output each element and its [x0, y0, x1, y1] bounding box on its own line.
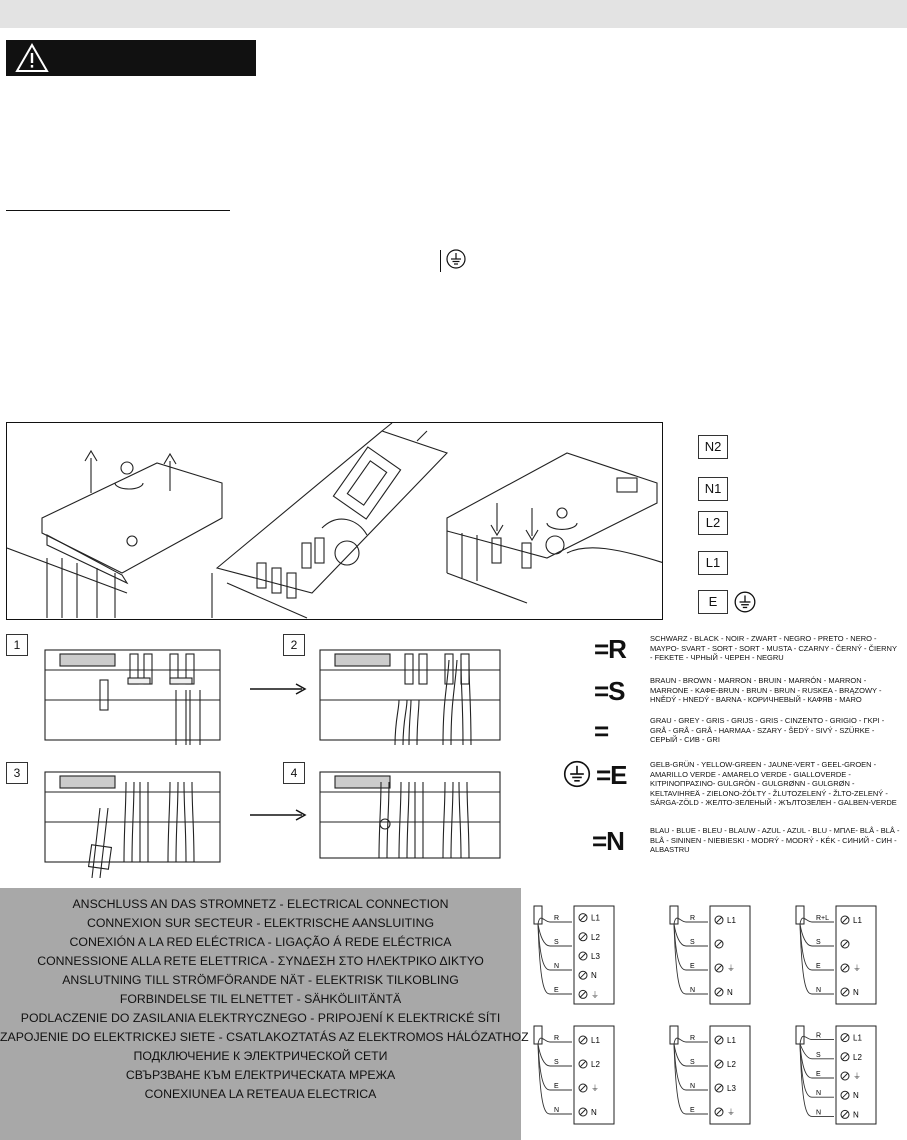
wiring-diagram: [670, 906, 750, 1004]
terminal-label: N: [853, 1110, 859, 1120]
terminal-label: L3: [727, 1084, 736, 1093]
terminal-label-l2: L2: [698, 511, 728, 535]
wire-symbol-e: =E: [596, 760, 627, 790]
wiring-diagram: [796, 906, 876, 1004]
terminal-label: N: [591, 971, 597, 981]
wire-line: [674, 924, 708, 994]
wire-label: E: [816, 1071, 821, 1078]
warning-banner: [6, 40, 256, 76]
terminal-label: L1: [853, 916, 862, 925]
connection-title-line: CONNESSIONE ALLA RETE ELETTRICA - ΣΥΝΔΕΣΗ ΣΤΟ ΗΛΕΚΤΡΙΚΟ ΔΙΚΤΥΟ: [37, 954, 484, 968]
wiring-diagram: [534, 1026, 614, 1124]
connection-title-line: CONEXIUNEA LA RETEAUA ELECTRICA: [144, 1087, 377, 1101]
step-4-figure: [315, 768, 505, 863]
wire-label: S: [816, 1051, 821, 1059]
wire-label: R: [816, 1032, 822, 1040]
wire-label: S: [816, 939, 821, 946]
step-3-figure: [40, 768, 225, 886]
terminal-label-n2: N2: [698, 435, 728, 459]
arrow-right-icon: [248, 682, 308, 696]
terminal-label-n1: N1: [698, 477, 728, 501]
wire-label: E: [554, 1083, 559, 1090]
wire-symbol-r: =R: [594, 634, 626, 664]
section-underline: [6, 210, 230, 211]
step-2-figure: [315, 640, 505, 745]
step-number-4: 4: [283, 762, 305, 784]
terminal-label: L1: [591, 1036, 600, 1045]
wire-label: N: [690, 987, 696, 994]
terminal-label: N: [727, 988, 733, 997]
earth-wire-icon: [562, 759, 592, 789]
wire-colour-e-text: GELB-GRÜN - YELLOW-GREEN - JAUNE-VERT - GEEL-GROEN - AMARILLO VERDE - AMARELO VERDE - GIALLOVERDE - ΚΙΤΡΙΝΟΠΡΑΣΙΝΟ- GULGRÖN - GULGRØNN - GULGRØN - KELTAVIHREÄ - ZIELONO-ŻÓŁTY - ŽLUTOZELENÝ - ŽLTO-ZELENÝ - SÁRGA-ZÖLD - ЖЕЛТО-ЗЕЛЕНЫЙ - ЖЪЛТОЗЕЛЕН - GALBEN-VERDE: [650, 760, 897, 807]
step-number-2: 2: [283, 634, 305, 656]
terminal-label: L2: [591, 1060, 600, 1069]
terminal-label: N: [853, 988, 859, 997]
terminal-label: L1: [727, 1036, 736, 1045]
wire-label: S: [554, 939, 559, 946]
wire-line: [538, 1044, 572, 1114]
terminal-label-e: E: [698, 590, 728, 614]
step-1-figure: [40, 640, 225, 745]
wiring-diagram: [670, 1026, 750, 1124]
wire-label: N: [816, 1090, 822, 1098]
wire-symbol-n: =N: [592, 826, 624, 856]
step-number-1: 1: [6, 634, 28, 656]
header-bar: [0, 0, 907, 28]
wire-label: R: [554, 915, 560, 922]
wire-label: R+L: [816, 915, 830, 922]
arrow-right-icon: [248, 808, 308, 822]
wire-label: N: [690, 1083, 696, 1090]
wire-label: N: [554, 1107, 560, 1114]
terminal-label: L3: [591, 952, 600, 961]
wire-label: R: [690, 915, 696, 922]
earth-terminal-icon: [733, 590, 757, 614]
terminal-label: N: [853, 1091, 859, 1101]
terminal-label: ⏚: [853, 1072, 861, 1081]
wire-line: [800, 924, 834, 994]
wire-label: E: [816, 963, 821, 970]
connection-title-line: FORBINDELSE TIL ELNETTET - SÄHKÖLIITÄNTÄ: [119, 992, 402, 1006]
terminal-label: N: [591, 1108, 597, 1117]
wire-label: E: [690, 1107, 695, 1114]
wire-symbol-s: =S: [594, 676, 625, 706]
step-number-3: 3: [6, 762, 28, 784]
wire-label: S: [690, 939, 695, 946]
terminal-label: ⏚: [853, 964, 861, 973]
connection-title-line: СВЪРЗВАНЕ КЪМ ЕЛЕКТРИЧЕСКАТА МРЕЖА: [125, 1068, 396, 1082]
earth-symbol-icon: [445, 248, 467, 270]
separator-line: [440, 250, 441, 272]
wiring-diagram: [534, 906, 614, 1004]
wire-colour-n-text: BLAU - BLUE - BLEU - BLAUW - AZUL - AZUL - BLU - ΜΠΛΕ- BLÅ - BLÅ - BLÅ - SININEN - NIEBIESKI - MODRÝ - MODRÝ - KÉK - СИНИЙ - СИН - ALBASTRU: [650, 826, 900, 854]
wire-label: E: [554, 987, 559, 994]
connection-title-line: PODLACZENIE DO ZASILANIA ELEKTRYCZNEGO - PRIPOJENÍ K ELEKTRICKÉ SÍTI: [20, 1011, 501, 1025]
wire-label: N: [816, 987, 822, 994]
wiring-diagram: [796, 1026, 876, 1124]
wire-line: [674, 1044, 708, 1114]
terminal-label: L1: [727, 916, 736, 925]
wiring-diagrams: [528, 898, 907, 1140]
wire-line: [538, 924, 572, 994]
terminal-label: ⏚: [591, 1084, 599, 1093]
connection-title-line: CONEXIÓN A LA RED ELÉCTRICA - LIGAÇÃO Á REDE ELÉCTRICA: [69, 935, 452, 949]
wire-label: N: [816, 1109, 822, 1117]
terminal-block-drawing: [7, 423, 663, 620]
wire-colour-r-text: SCHWARZ - BLACK - NOIR - ZWART - NEGRO - PRETO - NERO - ΜΑΥΡΟ- SVART - SORT - SORT - MUSTA - CZARNY - ČERNÝ - ČIERNY - FEKETE - ЧРНЫЙ - ЧЕРЕН - NEGRU: [650, 634, 897, 662]
wire-colour-grey-text: GRAU - GREY - GRIS - GRIJS - GRIS - CINZENTO - GRIGIO - ΓΚΡΙ - GRÅ - GRÅ - GRÅ - HARMAA - SZARY - ŠEDÝ - SIVÝ - SZÜRKE - СЕРЫЙ - СИВ - GRI: [650, 716, 885, 744]
wire-label: E: [690, 963, 695, 970]
wire-label: N: [554, 963, 560, 970]
connection-title-line: ANSCHLUSS AN DAS STROMNETZ - ELECTRICAL CONNECTION: [72, 897, 449, 911]
terminal-label: L1: [591, 913, 600, 923]
terminal-label: L1: [853, 1033, 862, 1043]
wire-label: S: [690, 1059, 695, 1066]
wire-label: R: [554, 1035, 560, 1042]
wire-symbol-grey: =: [594, 716, 609, 746]
connection-title-line: ПОДКЛЮЧЕНИЕ К ЭЛЕКТРИЧЕСКОЙ СЕТИ: [133, 1049, 388, 1063]
wire-colour-s-text: BRAUN - BROWN - MARRON - BRUIN - MARRÓN - MARRON - MARRONE - ΚΑΦΕ-BRUN - BRUN - BRUN - RUSKEA - BRĄZOWY - HNĚDÝ - HNEDÝ - BARNA - КОРИЧНЕВЫЙ - КАФЯВ - MARO: [650, 676, 882, 704]
terminal-label: L2: [727, 1060, 736, 1069]
warning-icon: [14, 42, 50, 74]
electrical-connection-box: [0, 888, 529, 1140]
terminal-cover-illustration: [6, 422, 663, 620]
terminal-label: ⏚: [727, 964, 735, 973]
terminal-label: ⏚: [591, 990, 599, 1000]
terminal-label: L2: [591, 932, 600, 942]
connection-title-line: ZAPOJENIE DO ELEKTRICKEJ SIETE - CSATLAKOZTATÁS AZ ELEKTROMOS HÁLÓZATHOZ: [0, 1030, 529, 1044]
connection-title-line: ANSLUTNING TILL STRÖMFÖRANDE NÄT - ELEKTRISK TILKOBLING: [62, 973, 459, 987]
wire-label: R: [690, 1035, 696, 1042]
terminal-label: ⏚: [727, 1108, 735, 1117]
connection-title-line: CONNEXION SUR SECTEUR - ELEKTRISCHE AANSLUITING: [86, 916, 435, 930]
wire-label: S: [554, 1059, 559, 1066]
terminal-label: L2: [853, 1052, 862, 1062]
terminal-label-l1: L1: [698, 551, 728, 575]
